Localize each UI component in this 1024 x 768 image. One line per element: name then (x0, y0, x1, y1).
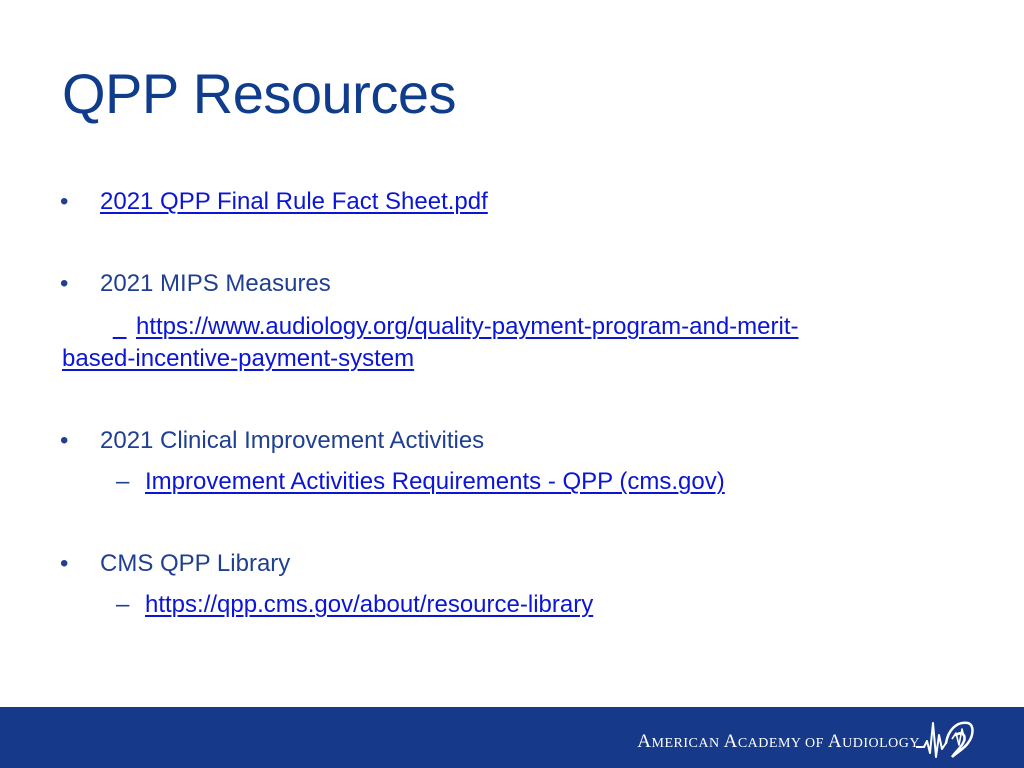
bullet: • (60, 188, 69, 215)
mips-measures-link-continued[interactable]: based-incentive-payment-system (62, 345, 415, 372)
improvement-activities-link[interactable]: Improvement Activities Requirements - QPP (cms.gov) (145, 468, 725, 495)
list-item-text: 2021 MIPS Measures (100, 270, 331, 297)
brand-initial: A (723, 731, 738, 752)
mips-link-prefix[interactable]: _ (113, 313, 127, 340)
brand-word: CADEMY OF (737, 736, 828, 751)
brand-word: MERICAN (651, 736, 724, 751)
qpp-library-link[interactable]: https://qpp.cms.gov/about/resource-library (145, 591, 594, 618)
organization-name (637, 731, 920, 753)
brand-initial: A (637, 731, 652, 752)
bullet: • (60, 550, 69, 577)
brand-initial: A (827, 731, 843, 752)
brand-word: UDIOLOGY (842, 736, 920, 751)
mips-measures-link[interactable]: https://www.audiology.org/quality-payment-program-and-merit- (136, 313, 799, 340)
list-item-text: 2021 Clinical Improvement Activities (100, 427, 485, 454)
fact-sheet-link[interactable]: 2021 QPP Final Rule Fact Sheet.pdf (100, 188, 488, 215)
sub-bullet: – (116, 468, 130, 495)
list-item-text: CMS QPP Library (100, 550, 291, 577)
bullet: • (60, 427, 69, 454)
footer-bar (0, 707, 1024, 768)
sub-bullet: – (116, 591, 130, 618)
slide-title: QPP Resources (62, 62, 456, 125)
bullet: • (60, 270, 69, 297)
audiology-wave-logo-icon (916, 713, 976, 763)
